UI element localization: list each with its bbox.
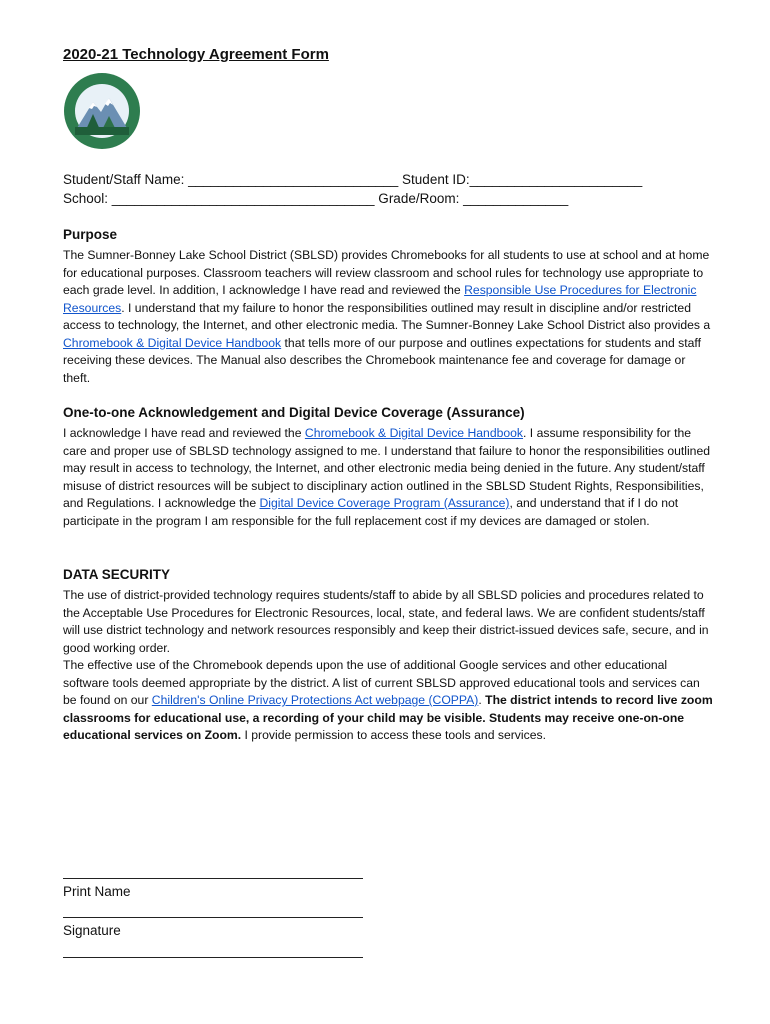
- print-name-label: Print Name: [63, 884, 131, 899]
- one-to-one-section: [63, 404, 713, 530]
- signature-label: Signature: [63, 923, 121, 938]
- district-logo: [63, 72, 141, 150]
- one-to-one-paragraph: [63, 425, 713, 530]
- one-to-one-text: . I assume responsibility for the care and proper use of SBLSD technology assigned to me. I understand that failure to honor the responsibilities outlined may result in access to technology, the Internet, and other electronic media being denied in the future. Any student/staff misuse of district resources will be subject to disciplinary action outlined in the SBLSD Student Rights, Responsibilities, and Regulations. I acknowledge the: [63, 426, 711, 510]
- chromebook-handbook-link[interactable]: Chromebook & Digital Device Handbook: [304, 426, 524, 440]
- data-security-text: The effective use of the Chromebook depends upon the use of additional Google services and other educational software tools deemed appropriate by the district. A list of current SBLSD approved educational tools and services can be found on our: [63, 658, 700, 707]
- coppa-link[interactable]: Children's Online Privacy Protections Act webpage (COPPA): [151, 693, 479, 707]
- purpose-text: that tells more of our purpose and outlines expectations for students and staff receiving these devices. The Manual also describes the Chromebook maintenance fee and coverage for damage or theft.: [63, 335, 701, 385]
- one-to-one-text: I acknowledge I have read and reviewed the: [63, 426, 305, 440]
- district-seal-icon: [63, 72, 141, 150]
- zoom-notice: The district intends to record live zoom classrooms for educational use, a recording of your child may be visible. Students may receive one-on-one educational services on Zoom.: [63, 693, 713, 742]
- data-security-paragraph-1: The use of district-provided technology requires students/staff to abide by all SBLSD policies and procedures related to the Acceptable Use Procedures for Electronic Resources, local, state, and federal laws. We are confident students/staff will use district technology and network resources responsibly and keep their district-issued devices safe, secure, and in good working order.: [63, 588, 709, 655]
- one-to-one-heading: One-to-one Acknowledgement and Digital Device Coverage (Assurance): [63, 405, 525, 420]
- school-grade-line[interactable]: School: ___________________________________ Grade/Room: ______________: [63, 191, 569, 206]
- data-security-section: [63, 566, 713, 745]
- data-security-text: I provide permission to access these tools and services.: [241, 728, 546, 742]
- data-security-heading: DATA SECURITY: [63, 567, 170, 582]
- purpose-text: . I understand that my failure to honor the responsibilities outlined may result in discipline and/or restricted access to technology, the Internet, and other electronic media. The Sumner-Bonney Lake School District also provides a: [63, 300, 711, 332]
- print-name-line[interactable]: [63, 878, 363, 879]
- purpose-text: The Sumner-Bonney Lake School District (SBLSD) provides Chromebooks for all students to use at school and at home for educational purposes. Classroom teachers will review classroom and school rules for technology use appropriate to each grade level. In addition, I acknowledge I have read and reviewed the: [63, 248, 710, 297]
- one-to-one-text: , and understand that if I do not participate in the program I am responsible for the full replacement cost if my devices are damaged or stolen.: [63, 496, 679, 528]
- name-id-line[interactable]: Student/Staff Name: ____________________________ Student ID:_______________________: [63, 172, 643, 187]
- purpose-paragraph: [63, 247, 713, 387]
- form-fields: [63, 170, 642, 208]
- chromebook-handbook-link[interactable]: Chromebook & Digital Device Handbook: [63, 335, 282, 350]
- responsible-use-link[interactable]: Responsible Use Procedures for Electronic Resources: [63, 283, 697, 315]
- form-title: 2020-21 Technology Agreement Form: [63, 46, 329, 63]
- date-line[interactable]: [63, 957, 363, 958]
- device-coverage-link[interactable]: Digital Device Coverage Program (Assurance): [259, 496, 510, 510]
- data-security-text: .: [478, 693, 486, 707]
- data-security-paragraph-2: [63, 657, 713, 745]
- purpose-section: [63, 226, 713, 387]
- signature-line[interactable]: [63, 917, 363, 918]
- purpose-heading: Purpose: [63, 227, 118, 242]
